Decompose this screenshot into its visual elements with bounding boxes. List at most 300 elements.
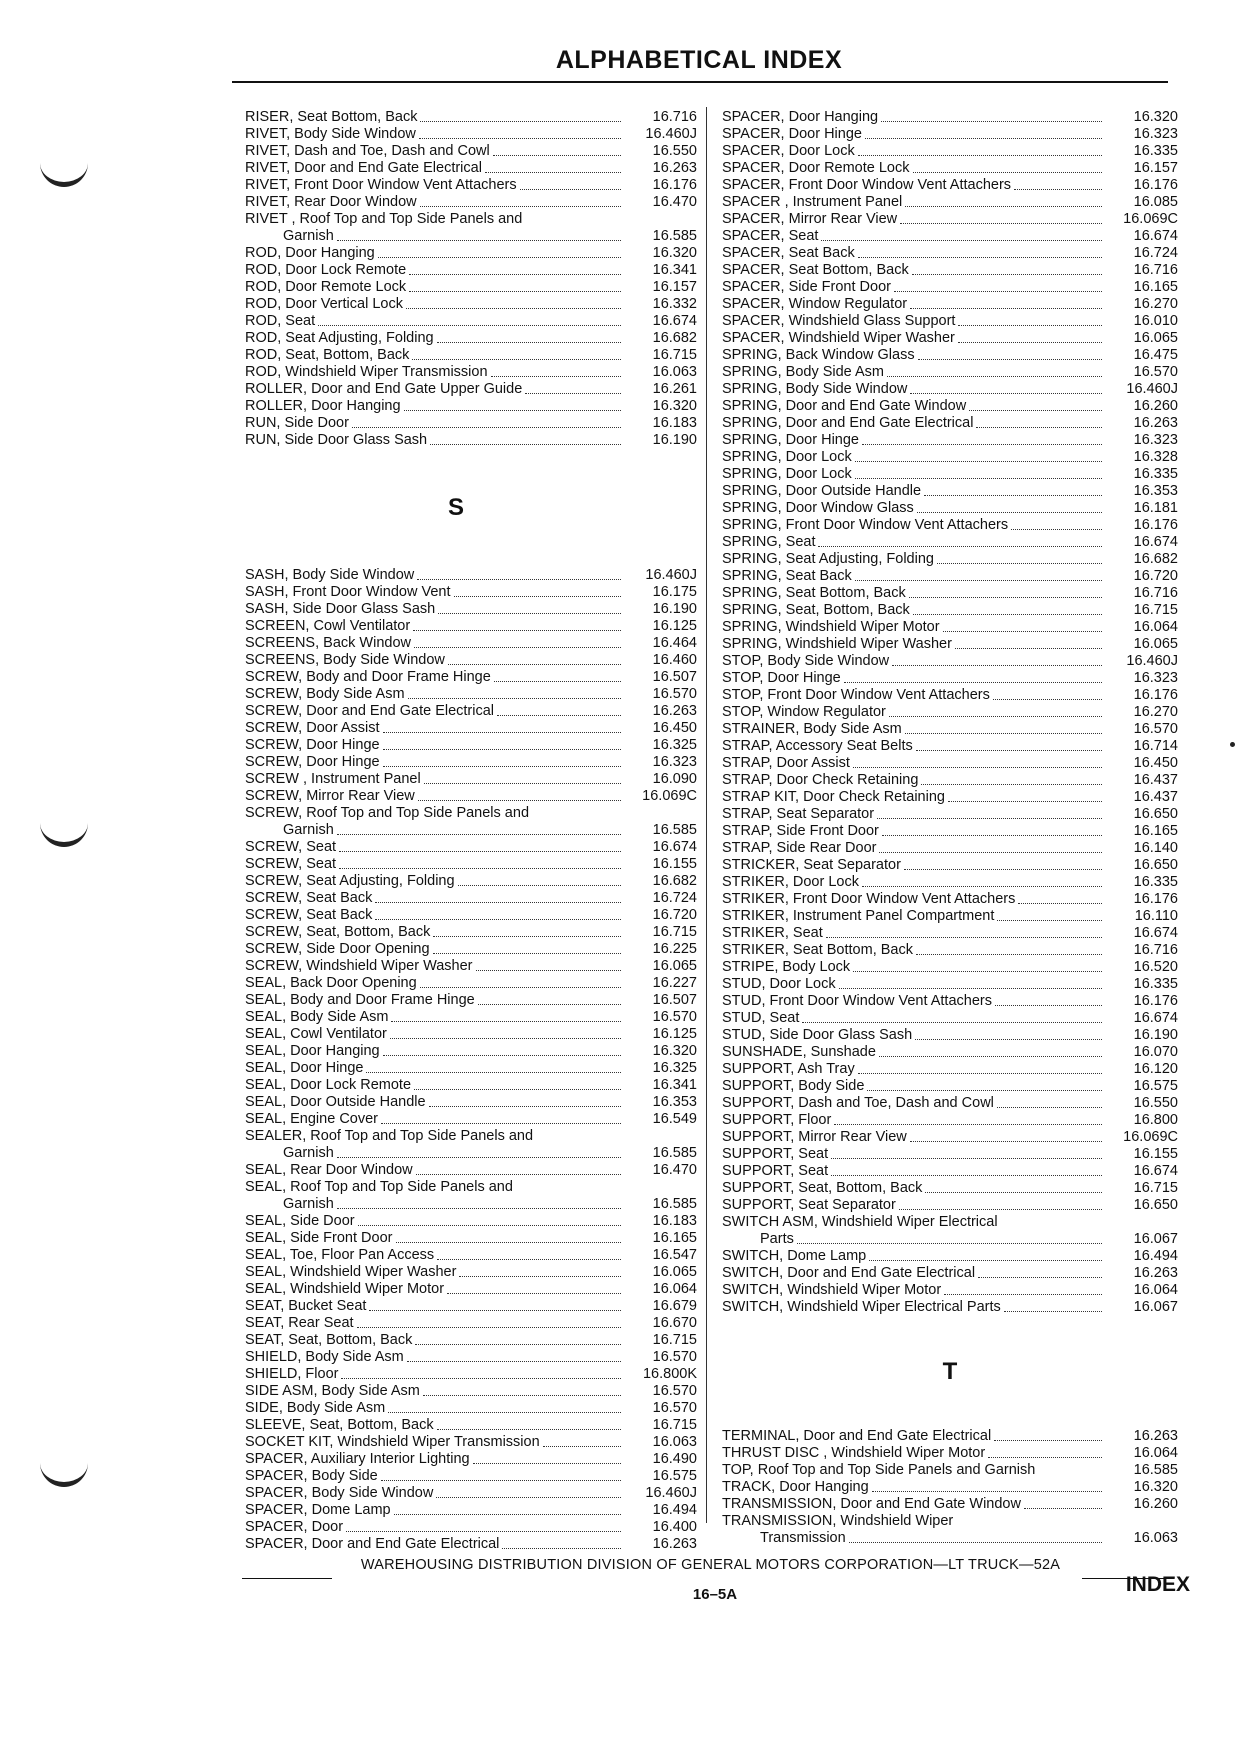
entry-name: TERMINAL, Door and End Gate Electrical	[722, 1428, 992, 1444]
index-entry	[245, 737, 697, 754]
entry-page-ref: 16.494	[1133, 1248, 1178, 1264]
entry-name: STUD, Door Lock	[722, 976, 836, 992]
entry-name: SPRING, Body Side Window	[722, 381, 908, 397]
index-entry	[245, 856, 697, 873]
index-entry	[722, 177, 1178, 194]
entry-page-ref: 16.190	[1133, 1027, 1178, 1043]
dot-leader	[865, 138, 1102, 139]
entry-name: STRICKER, Seat Separator	[722, 857, 901, 873]
index-entry	[722, 1265, 1178, 1282]
index-entry	[245, 279, 697, 296]
dot-leader	[904, 869, 1102, 870]
dot-leader	[882, 835, 1102, 836]
index-entry	[245, 924, 697, 941]
entry-name: STRAP, Side Front Door	[722, 823, 879, 839]
dot-leader	[858, 1073, 1102, 1074]
dot-leader	[417, 579, 621, 580]
dot-leader	[420, 121, 621, 122]
index-entry	[722, 1445, 1178, 1462]
entry-page-ref: 16.063	[1133, 1530, 1178, 1546]
dot-leader	[485, 172, 621, 173]
entry-page-ref: 16.155	[1133, 1146, 1178, 1162]
dot-leader	[458, 885, 621, 886]
dot-leader	[997, 920, 1102, 921]
entry-name: TRANSMISSION, Door and End Gate Window	[722, 1496, 1021, 1512]
entry-page-ref: 16.176	[652, 177, 697, 193]
dot-leader	[447, 1293, 621, 1294]
entry-page-ref: 16.323	[652, 754, 697, 770]
index-entry	[722, 772, 1178, 789]
index-entry	[722, 398, 1178, 415]
dot-leader	[844, 682, 1102, 683]
dot-leader	[407, 1361, 621, 1362]
dot-leader	[910, 1141, 1102, 1142]
entry-page-ref: 16.470	[652, 194, 697, 210]
entry-name: TRANSMISSION, Windshield Wiper	[722, 1513, 954, 1529]
entry-page-ref: 16.263	[1133, 415, 1178, 431]
entry-name: SUNSHADE, Sunshade	[722, 1044, 876, 1060]
dot-leader	[337, 1208, 621, 1209]
entry-page-ref: 16.724	[1133, 245, 1178, 261]
entry-name: SPACER, Door Hanging	[722, 109, 879, 125]
entry-page-ref: 16.155	[652, 856, 697, 872]
entry-name: SPACER, Door	[245, 1519, 344, 1535]
entry-page-ref: 16.570	[652, 686, 697, 702]
index-entry	[245, 381, 697, 398]
entry-page-ref: 16.120	[1133, 1061, 1178, 1077]
entry-name: SPRING, Seat Bottom, Back	[722, 585, 906, 601]
dot-leader	[346, 1531, 621, 1532]
dot-leader	[383, 1055, 621, 1056]
entry-name: ROD, Door Lock Remote	[245, 262, 407, 278]
index-entry	[245, 1502, 697, 1519]
entry-page-ref: 16.065	[1133, 636, 1178, 652]
entry-name: SEAT, Bucket Seat	[245, 1298, 367, 1314]
entry-page-ref: 16.140	[1133, 840, 1178, 856]
entry-name: SPRING, Door Lock	[722, 466, 852, 482]
dot-leader	[879, 852, 1102, 853]
index-entry	[722, 330, 1178, 347]
index-entry	[245, 194, 697, 211]
index-column-left	[245, 109, 697, 1553]
dot-leader	[921, 784, 1102, 785]
entry-name: SCREW, Seat Adjusting, Folding	[245, 873, 455, 889]
entry-name: SUPPORT, Mirror Rear View	[722, 1129, 907, 1145]
dot-leader	[969, 410, 1102, 411]
dot-leader	[341, 1378, 621, 1379]
entry-page-ref: 16.674	[652, 839, 697, 855]
entry-page-ref: 16.263	[652, 160, 697, 176]
dot-leader	[494, 681, 621, 682]
entry-name: RISER, Seat Bottom, Back	[245, 109, 418, 125]
entry-page-ref: 16.064	[652, 1281, 697, 1297]
entry-name: RIVET, Front Door Window Vent Attachers	[245, 177, 517, 193]
index-entry	[245, 1111, 697, 1128]
dot-leader	[381, 1123, 621, 1124]
entry-name: SLEEVE, Seat, Bottom, Back	[245, 1417, 434, 1433]
entry-name: SEAL, Windshield Wiper Washer	[245, 1264, 457, 1280]
entry-name: SWITCH ASM, Windshield Wiper Electrical	[722, 1214, 998, 1230]
dot-leader	[357, 1327, 621, 1328]
entry-name: ROD, Door Remote Lock	[245, 279, 407, 295]
index-entry	[722, 619, 1178, 636]
entry-page-ref: 16.437	[1133, 789, 1178, 805]
entry-name: SEAL, Back Door Opening	[245, 975, 417, 991]
dot-leader	[955, 648, 1102, 649]
index-entry	[722, 245, 1178, 262]
entry-page-ref: 16.674	[1133, 534, 1178, 550]
entry-page-ref: 16.335	[1133, 466, 1178, 482]
entry-name: SUPPORT, Seat Separator	[722, 1197, 896, 1213]
entry-name: ROD, Seat Adjusting, Folding	[245, 330, 434, 346]
dot-leader	[378, 257, 621, 258]
entry-name: SEAL, Body Side Asm	[245, 1009, 389, 1025]
entry-page-ref: 16.064	[1133, 1445, 1178, 1461]
index-entry	[245, 1009, 697, 1026]
entry-page-ref: 16.670	[652, 1315, 697, 1331]
entry-name: SPACER , Instrument Panel	[722, 194, 903, 210]
index-entry	[722, 313, 1178, 330]
entry-page-ref: 16.323	[1133, 670, 1178, 686]
dot-leader	[381, 1480, 621, 1481]
entry-page-ref: 16.165	[1133, 279, 1178, 295]
entry-name: ROLLER, Door and End Gate Upper Guide	[245, 381, 523, 397]
entry-page-ref: 16.069C	[1123, 211, 1178, 227]
dot-leader	[525, 393, 621, 394]
entry-name: Parts	[760, 1231, 794, 1247]
dot-leader	[1011, 529, 1102, 530]
entry-name: SCREW, Seat	[245, 839, 337, 855]
index-entry	[245, 1162, 697, 1179]
dot-leader	[976, 427, 1102, 428]
index-entry	[722, 857, 1178, 874]
entry-page-ref: 16.674	[1133, 1163, 1178, 1179]
entry-page-ref: 16.570	[652, 1383, 697, 1399]
entry-page-ref: 16.464	[652, 635, 697, 651]
entry-page-ref: 16.190	[652, 432, 697, 448]
dot-leader	[383, 749, 621, 750]
dot-leader	[375, 902, 621, 903]
entry-name: SEALER, Roof Top and Top Side Panels and	[245, 1128, 534, 1144]
dot-leader	[436, 1497, 621, 1498]
index-entry	[722, 585, 1178, 602]
entry-name: SPRING, Door and End Gate Electrical	[722, 415, 974, 431]
dot-leader	[406, 308, 621, 309]
index-entry	[245, 1196, 697, 1213]
index-entry	[245, 1400, 697, 1417]
dot-leader	[493, 155, 621, 156]
index-entry	[245, 364, 697, 381]
dot-leader	[478, 1004, 621, 1005]
entry-page-ref: 16.585	[1133, 1462, 1178, 1478]
entry-page-ref: 16.650	[1133, 806, 1178, 822]
dot-leader	[414, 1089, 621, 1090]
index-entry	[722, 1129, 1178, 1146]
index-entry	[722, 568, 1178, 585]
index-entry	[722, 1462, 1178, 1479]
dot-leader	[905, 733, 1102, 734]
entry-name: Garnish	[283, 822, 334, 838]
entry-name: Garnish	[283, 1196, 334, 1212]
dot-leader	[910, 308, 1102, 309]
index-entry	[245, 1094, 697, 1111]
index-entry	[722, 347, 1178, 364]
index-entry	[722, 1163, 1178, 1180]
index-entry	[722, 296, 1178, 313]
entry-name: SCREENS, Body Side Window	[245, 652, 445, 668]
entry-page-ref: 16.065	[1133, 330, 1178, 346]
dot-leader	[905, 206, 1102, 207]
entry-name: SCREW, Mirror Rear View	[245, 788, 415, 804]
dot-leader	[834, 1124, 1102, 1125]
entry-page-ref: 16.323	[1133, 432, 1178, 448]
entry-name: SWITCH, Dome Lamp	[722, 1248, 867, 1264]
dot-leader	[390, 1038, 621, 1039]
entry-page-ref: 16.720	[652, 907, 697, 923]
index-entry	[722, 1112, 1178, 1129]
dot-leader	[826, 937, 1102, 938]
index-entry	[245, 1417, 697, 1434]
dot-leader	[978, 1277, 1102, 1278]
dot-leader	[889, 716, 1102, 717]
dot-leader	[413, 630, 621, 631]
entry-page-ref: 16.176	[1133, 993, 1178, 1009]
index-entry	[245, 1077, 697, 1094]
entry-page-ref: 16.069C	[642, 788, 697, 804]
entry-page-ref: 16.716	[1133, 942, 1178, 958]
dot-leader	[419, 138, 621, 139]
index-entry	[245, 907, 697, 924]
entry-page-ref: 16.353	[1133, 483, 1178, 499]
entry-page-ref: 16.063	[652, 364, 697, 380]
entry-name: SPRING, Windshield Wiper Washer	[722, 636, 952, 652]
entry-page-ref: 16.260	[1133, 1496, 1178, 1512]
entry-page-ref: 16.650	[1133, 1197, 1178, 1213]
entry-page-ref: 16.341	[652, 1077, 697, 1093]
index-entry	[722, 1078, 1178, 1095]
dot-leader	[1018, 903, 1102, 904]
dot-leader	[404, 410, 621, 411]
dot-leader	[383, 766, 621, 767]
dot-leader	[995, 1005, 1102, 1006]
entry-page-ref: 16.320	[1133, 109, 1178, 125]
dot-leader	[437, 1259, 621, 1260]
entry-page-ref: 16.674	[1133, 228, 1178, 244]
index-entry	[245, 1230, 697, 1247]
entry-name: STRAP, Side Rear Door	[722, 840, 877, 856]
dot-leader	[892, 665, 1102, 666]
binder-hole-mark	[40, 1460, 88, 1487]
entry-name: THRUST DISC , Windshield Wiper Motor	[722, 1445, 986, 1461]
dot-leader	[916, 750, 1102, 751]
dot-leader	[879, 1056, 1102, 1057]
entry-page-ref: 16.494	[652, 1502, 697, 1518]
entry-page-ref: 16.585	[652, 822, 697, 838]
dot-leader	[924, 495, 1102, 496]
entry-name: SEAL, Windshield Wiper Motor	[245, 1281, 445, 1297]
entry-name: STRAP, Door Check Retaining	[722, 772, 919, 788]
index-entry	[722, 1513, 1178, 1530]
entry-page-ref: 16.575	[1133, 1078, 1178, 1094]
index-entry	[722, 211, 1178, 228]
entry-name: SCREW, Door Hinge	[245, 754, 380, 770]
entry-page-ref: 16.460	[652, 652, 697, 668]
dot-leader	[1014, 189, 1102, 190]
entry-name: SPRING, Seat	[722, 534, 816, 550]
index-entry	[722, 109, 1178, 126]
entry-name: SEAL, Roof Top and Top Side Panels and	[245, 1179, 513, 1195]
entry-page-ref: 16.714	[1133, 738, 1178, 754]
index-entry	[722, 1095, 1178, 1112]
entry-page-ref: 16.332	[652, 296, 697, 312]
entry-page-ref: 16.067	[1133, 1231, 1178, 1247]
entry-name: STOP, Front Door Window Vent Attachers	[722, 687, 990, 703]
dot-leader	[430, 444, 621, 445]
dot-leader	[862, 444, 1102, 445]
title-rule	[232, 81, 1168, 83]
entry-page-ref: 16.263	[1133, 1428, 1178, 1444]
dot-leader	[912, 274, 1102, 275]
entry-name: SPACER, Windshield Wiper Washer	[722, 330, 955, 346]
entry-name: SCREW , Instrument Panel	[245, 771, 421, 787]
dot-leader	[391, 1021, 621, 1022]
entry-name: STRAP, Accessory Seat Belts	[722, 738, 913, 754]
entry-name: SUPPORT, Dash and Toe, Dash and Cowl	[722, 1095, 994, 1111]
entry-page-ref: 16.475	[1133, 347, 1178, 363]
dot-leader	[491, 376, 621, 377]
entry-page-ref: 16.063	[652, 1434, 697, 1450]
index-entry	[245, 1264, 697, 1281]
index-entry	[245, 805, 697, 822]
entry-page-ref: 16.507	[652, 669, 697, 685]
index-entry	[722, 1530, 1178, 1547]
entry-page-ref: 16.069C	[1123, 1129, 1178, 1145]
index-entry	[722, 1428, 1178, 1445]
entry-page-ref: 16.165	[1133, 823, 1178, 839]
entry-page-ref: 16.450	[652, 720, 697, 736]
entry-name: SHIELD, Body Side Asm	[245, 1349, 404, 1365]
entry-name: SEAL, Rear Door Window	[245, 1162, 413, 1178]
footer-text: WAREHOUSING DISTRIBUTION DIVISION OF GENERAL MOTORS CORPORATION—LT TRUCK—52A	[360, 1557, 1061, 1573]
entry-page-ref: 16.157	[652, 279, 697, 295]
entry-page-ref: 16.450	[1133, 755, 1178, 771]
dot-leader	[993, 699, 1102, 700]
entry-name: SUPPORT, Seat	[722, 1163, 829, 1179]
dot-leader	[853, 971, 1102, 972]
index-entry	[722, 908, 1178, 925]
entry-page-ref: 16.328	[1133, 449, 1178, 465]
index-entry	[722, 823, 1178, 840]
index-entry	[722, 1146, 1178, 1163]
entry-page-ref: 16.575	[652, 1468, 697, 1484]
index-entry	[722, 262, 1178, 279]
dot-leader	[337, 240, 621, 241]
entry-page-ref: 16.070	[1133, 1044, 1178, 1060]
index-entry	[722, 959, 1178, 976]
dot-leader	[394, 1514, 621, 1515]
dot-leader	[855, 478, 1102, 479]
index-entry	[245, 584, 697, 601]
entry-name: SEAL, Door Hinge	[245, 1060, 364, 1076]
entry-page-ref: 16.175	[652, 584, 697, 600]
entry-page-ref: 16.125	[652, 618, 697, 634]
dot-leader	[887, 376, 1102, 377]
entry-page-ref: 16.520	[1133, 959, 1178, 975]
index-entry	[245, 720, 697, 737]
dot-leader	[900, 223, 1102, 224]
dot-leader	[424, 783, 621, 784]
entry-name: RIVET, Rear Door Window	[245, 194, 417, 210]
dot-leader	[831, 1158, 1102, 1159]
entry-page-ref: 16.165	[652, 1230, 697, 1246]
entry-page-ref: 16.570	[1133, 721, 1178, 737]
index-entry	[245, 398, 697, 415]
entry-page-ref: 16.715	[1133, 1180, 1178, 1196]
dot-leader	[948, 801, 1102, 802]
entry-page-ref: 16.679	[652, 1298, 697, 1314]
dot-leader	[433, 953, 621, 954]
index-entry	[245, 669, 697, 686]
entry-page-ref: 16.674	[1133, 925, 1178, 941]
entry-name: SASH, Side Door Glass Sash	[245, 601, 436, 617]
entry-name: SPRING, Seat, Bottom, Back	[722, 602, 910, 618]
entry-name: SCREW, Windshield Wiper Washer	[245, 958, 473, 974]
entry-name: SCREW, Roof Top and Top Side Panels and	[245, 805, 530, 821]
entry-name: STOP, Window Regulator	[722, 704, 886, 720]
index-entry	[722, 1231, 1178, 1248]
index-entry	[722, 721, 1178, 738]
index-entry	[245, 1451, 697, 1468]
entry-page-ref: 16.270	[1133, 704, 1178, 720]
index-entry	[722, 466, 1178, 483]
index-entry	[245, 975, 697, 992]
dot-leader	[915, 1039, 1102, 1040]
dot-leader	[839, 988, 1102, 989]
entry-page-ref: 16.570	[1133, 364, 1178, 380]
entry-page-ref: 16.270	[1133, 296, 1178, 312]
index-entry	[245, 262, 697, 279]
index-entry	[245, 941, 697, 958]
dot-leader	[409, 291, 621, 292]
dot-leader	[909, 597, 1102, 598]
dot-leader	[438, 613, 621, 614]
entry-name: SPACER, Seat Back	[722, 245, 855, 261]
entry-page-ref: 16.261	[652, 381, 697, 397]
dot-leader	[543, 1446, 621, 1447]
index-entry	[722, 517, 1178, 534]
entry-page-ref: 16.335	[1133, 874, 1178, 890]
index-entry	[722, 993, 1178, 1010]
entry-name: SUPPORT, Ash Tray	[722, 1061, 855, 1077]
dot-leader	[943, 631, 1102, 632]
entry-page-ref: 16.570	[652, 1400, 697, 1416]
dot-leader	[414, 647, 621, 648]
entry-name: SPRING, Door Outside Handle	[722, 483, 922, 499]
index-entry	[722, 551, 1178, 568]
entry-name: SEAT, Rear Seat	[245, 1315, 354, 1331]
index-entry	[722, 279, 1178, 296]
index-entry	[722, 432, 1178, 449]
dot-leader	[337, 1157, 621, 1158]
dot-leader	[416, 1174, 621, 1175]
entry-page-ref: 16.585	[652, 1196, 697, 1212]
index-entry	[245, 822, 697, 839]
entry-name: SPACER, Seat Bottom, Back	[722, 262, 909, 278]
entry-page-ref: 16.176	[1133, 687, 1178, 703]
index-entry	[245, 109, 697, 126]
index-entry	[722, 1061, 1178, 1078]
dot-leader	[454, 596, 622, 597]
